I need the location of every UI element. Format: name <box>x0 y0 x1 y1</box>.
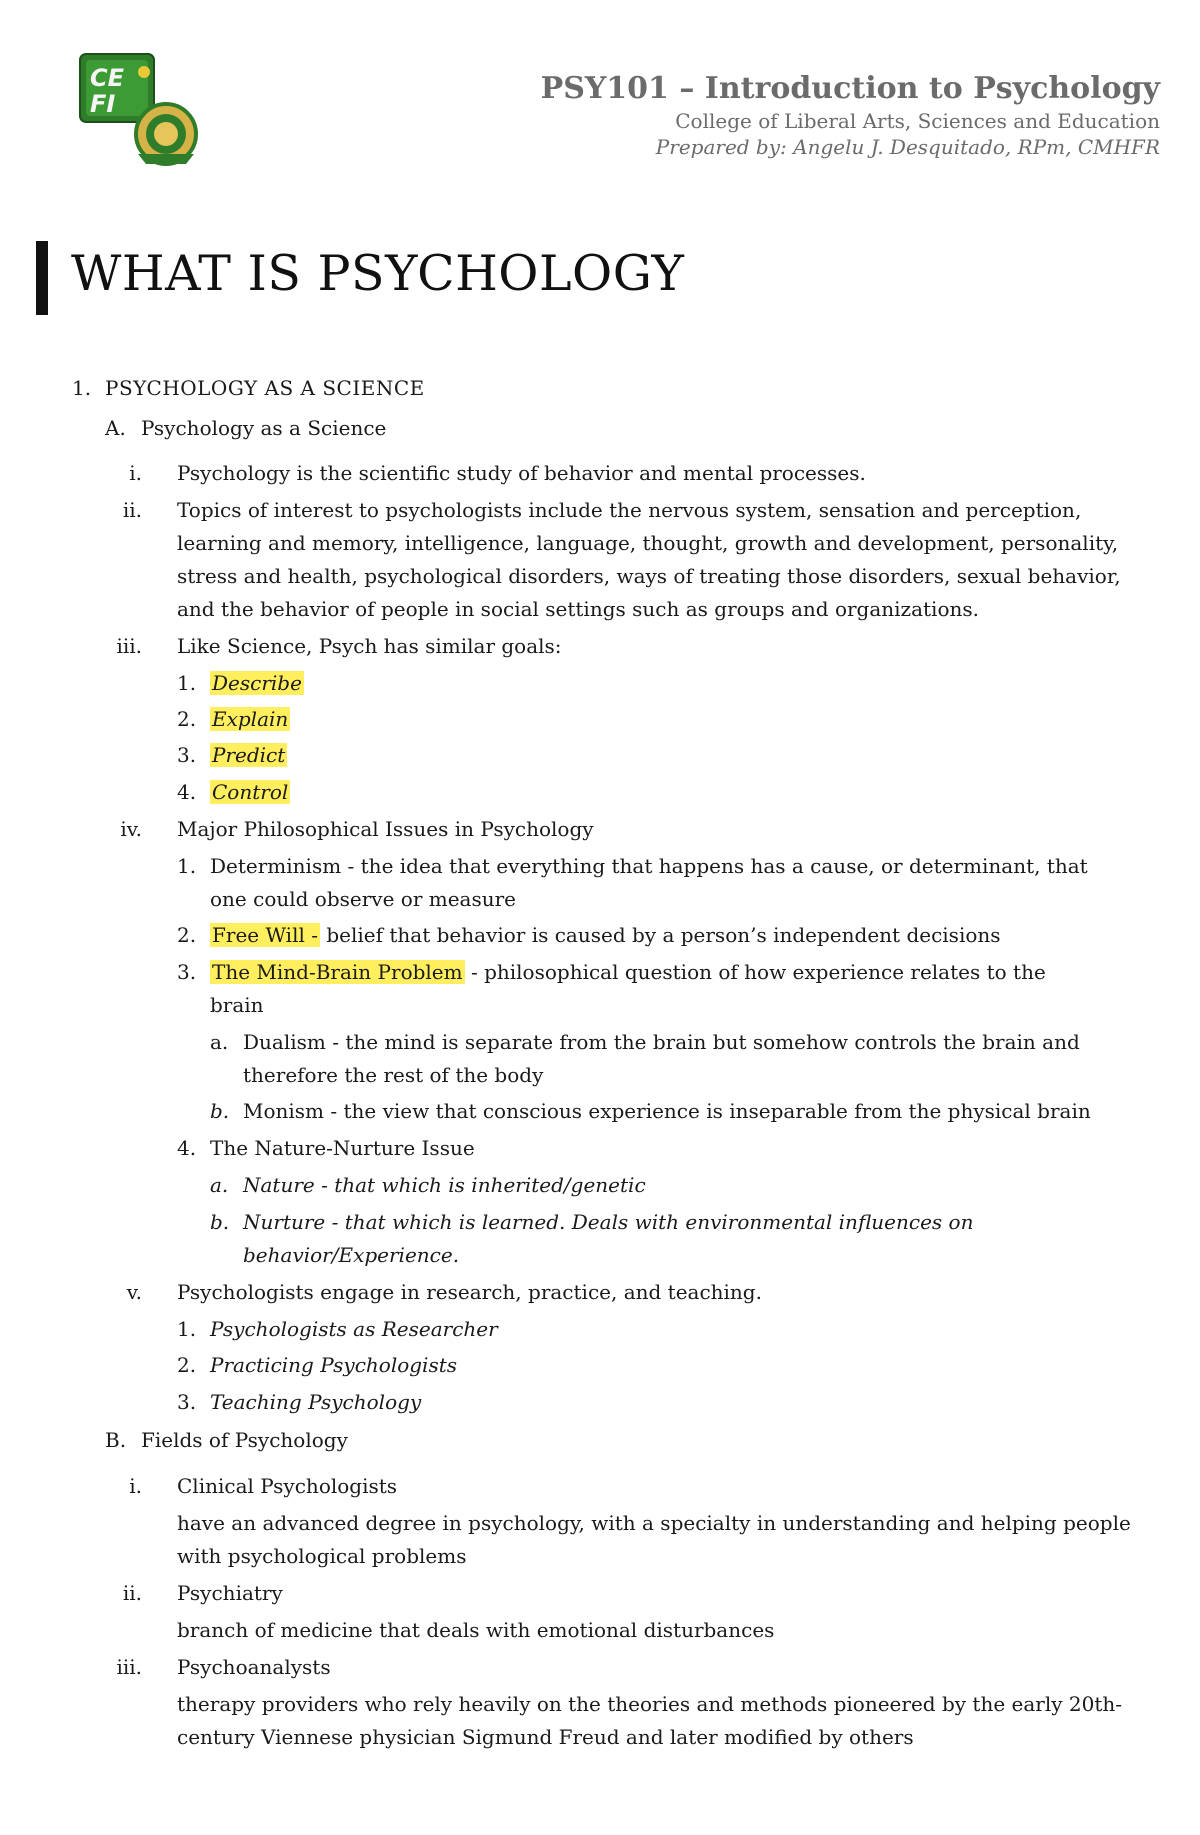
list-marker: 3. <box>177 960 197 984</box>
field-description: branch of medicine that deals with emotional disturbances <box>177 1618 775 1642</box>
list-marker: 1. <box>72 376 92 400</box>
list-marker: iii. <box>116 634 142 658</box>
list-marker: 2. <box>177 707 197 731</box>
mind-brain-definition: - philosophical question of how experience relates to the <box>464 960 1046 984</box>
free-will-line <box>210 922 1001 948</box>
list-marker: b. <box>210 1210 230 1234</box>
list-item-text: Like Science, Psych has similar goals: <box>177 634 562 658</box>
goal-control: Control <box>212 780 289 804</box>
nurture-line: Nurture - that which is learned. Deals with environmental influences on <box>243 1210 974 1234</box>
list-marker: 3. <box>177 1390 197 1414</box>
monism-line: Monism - the view that conscious experience is inseparable from the physical brain <box>243 1099 1091 1123</box>
list-marker: 4. <box>177 1136 197 1160</box>
list-item-text: Major Philosophical Issues in Psychology <box>177 817 594 841</box>
paragraph-line: learning and memory, intelligence, language, thought, growth and development, personality, <box>177 531 1119 555</box>
nature-nurture-heading: The Nature-Nurture Issue <box>210 1136 475 1160</box>
svg-text:FI: FI <box>90 90 116 118</box>
list-marker: a. <box>210 1030 229 1054</box>
list-marker: i. <box>129 1474 142 1498</box>
field-description: century Viennese physician Sigmund Freud and later modified by others <box>177 1725 914 1749</box>
list-marker: a. <box>210 1173 229 1197</box>
role-item: Psychologists as Researcher <box>210 1317 498 1341</box>
svg-text:CE: CE <box>90 64 125 92</box>
list-marker: i. <box>129 461 142 485</box>
course-title: PSY101 – Introduction to Psychology <box>540 71 1160 106</box>
page-title: WHAT IS PSYCHOLOGY <box>71 245 685 302</box>
determinism-line: one could observe or measure <box>210 887 517 911</box>
list-marker: iv. <box>120 817 142 841</box>
title-accent-bar <box>36 241 48 315</box>
paragraph-line: and the behavior of people in social settings such as groups and organizations. <box>177 597 979 621</box>
field-title: Psychoanalysts <box>177 1655 331 1679</box>
subsection-heading: Fields of Psychology <box>141 1428 348 1452</box>
list-marker: 2. <box>177 923 197 947</box>
mind-brain-line: brain <box>210 993 264 1017</box>
mind-brain-line <box>210 959 1046 985</box>
list-item-text: Psychologists engage in research, practice, and teaching. <box>177 1280 762 1304</box>
role-item: Teaching Psychology <box>210 1390 422 1414</box>
field-title: Clinical Psychologists <box>177 1474 398 1498</box>
list-marker: iii. <box>116 1655 142 1679</box>
document-header <box>541 72 1160 159</box>
determinism-line: Determinism - the idea that everything that happens has a cause, or determinant, that <box>210 854 1088 878</box>
goal-describe: Describe <box>212 671 302 695</box>
college-logo <box>76 48 212 172</box>
field-description: therapy providers who rely heavily on the theories and methods pioneered by the early 20th- <box>177 1692 1123 1716</box>
list-marker: 4. <box>177 780 197 804</box>
field-description: with psychological problems <box>177 1544 467 1568</box>
list-marker: 2. <box>177 1353 197 1377</box>
prepared-by: Prepared by: Angelu J. Desquitado, RPm, CMHFR <box>655 134 1160 159</box>
college-name: College of Liberal Arts, Sciences and Education <box>675 108 1160 133</box>
free-will-definition: belief that behavior is caused by a person’s independent decisions <box>319 923 1001 947</box>
list-marker: v. <box>126 1280 142 1304</box>
list-marker: ii. <box>122 498 142 522</box>
subsection-heading: Psychology as a Science <box>141 416 387 440</box>
list-marker: A. <box>105 416 126 440</box>
role-item: Practicing Psychologists <box>210 1353 458 1377</box>
list-item-text: Psychology is the scientific study of behavior and mental processes. <box>177 461 866 485</box>
section-heading: PSYCHOLOGY AS A SCIENCE <box>105 376 425 400</box>
free-will-term: Free Will - <box>212 923 318 947</box>
list-marker: 1. <box>177 1317 197 1341</box>
list-marker: 1. <box>177 854 197 878</box>
list-marker: b. <box>210 1099 230 1123</box>
list-marker: 1. <box>177 671 197 695</box>
goal-predict: Predict <box>212 743 286 767</box>
list-marker: 3. <box>177 743 197 767</box>
paragraph-line: stress and health, psychological disorders, ways of treating those disorders, sexual behavior, <box>177 564 1121 588</box>
dualism-line: therefore the rest of the body <box>243 1063 544 1087</box>
nature-line: Nature - that which is inherited/genetic <box>243 1173 646 1197</box>
dualism-line: Dualism - the mind is separate from the brain but somehow controls the brain and <box>243 1030 1080 1054</box>
paragraph-line: Topics of interest to psychologists include the nervous system, sensation and perception, <box>177 498 1082 522</box>
goal-explain: Explain <box>212 707 289 731</box>
nurture-line: behavior/Experience. <box>243 1243 460 1267</box>
list-marker: ii. <box>122 1581 142 1605</box>
field-description: have an advanced degree in psychology, with a specialty in understanding and helping people <box>177 1511 1131 1535</box>
mind-brain-term: The Mind-Brain Problem <box>212 960 463 984</box>
list-marker: B. <box>105 1428 127 1452</box>
field-title: Psychiatry <box>177 1581 283 1605</box>
